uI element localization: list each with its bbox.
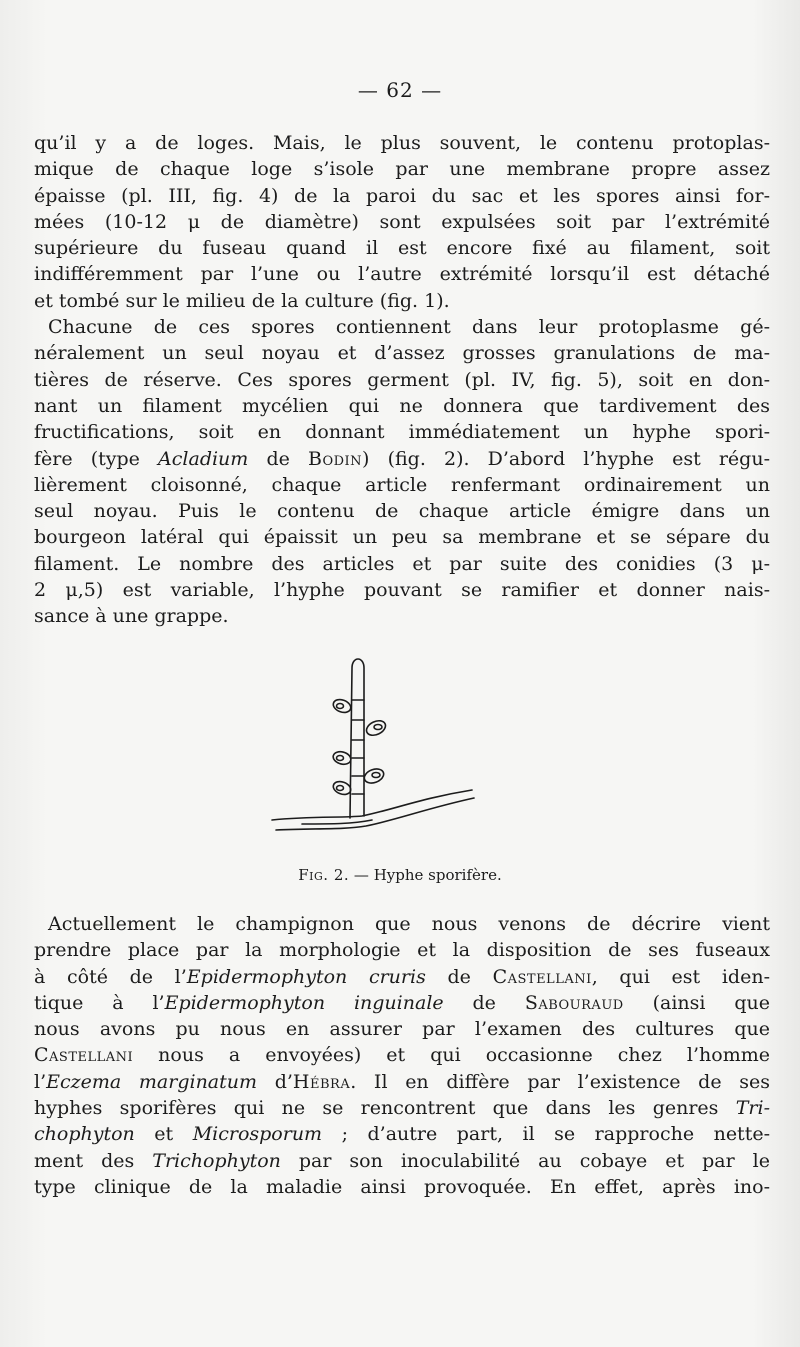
text-line: bourgeon latéral qui épaissit un peu sa membrane et se sépare du	[34, 526, 770, 549]
text-line: tique à l’Epidermophyton inguinale de Sabouraud (ainsi que	[34, 991, 770, 1014]
figure-hyphe-sporifere	[262, 648, 482, 848]
text-line: seul noyau. Puis le contenu de chaque article émigre dans un	[34, 500, 770, 523]
text-line: mique de chaque loge s’isole par une membrane propre assez	[34, 158, 770, 181]
text-line: type clinique de la maladie ainsi provoquée. En effet, après ino-	[34, 1175, 770, 1198]
text-line: fructifications, soit en donnant immédiatement un hyphe spori-	[34, 421, 770, 444]
text-line: supérieure du fuseau quand il est encore fixé au filament, soit	[34, 237, 770, 260]
text-line: qu’il y a de loges. Mais, le plus souvent, le contenu protoplas-	[34, 132, 770, 154]
page-number: — 62 —	[357, 78, 443, 102]
text-line: mées (10-12 μ de diamètre) sont expulsées soit par l’extrémité	[34, 210, 770, 233]
text-line: ment des Trichophyton par son inoculabilité au cobaye et par le	[34, 1149, 770, 1172]
text-line: fère (type Acladium de Bodin) (fig. 2). D’abord l’hyphe est régu-	[34, 447, 770, 470]
text-line: Castellani nous a envoyées) et qui occasionne chez l’homme	[34, 1044, 770, 1067]
text-line: et tombé sur le milieu de la culture (fig. 1).	[34, 289, 450, 312]
hyphe-illustration	[262, 648, 482, 848]
text-line: épaisse (pl. III, fig. 4) de la paroi du sac et les spores ainsi for-	[34, 184, 770, 207]
text-line: sance à une grappe.	[34, 605, 229, 628]
text-line: Actuellement le champignon que nous venons de décrire vient	[48, 913, 770, 935]
text-line: tières de réserve. Ces spores germent (pl. IV, fig. 5), soit en don-	[34, 368, 770, 391]
text-line: Chacune de ces spores contiennent dans leur protoplasme gé-	[48, 316, 770, 339]
figure-caption: Fig. 2. — Hyphe sporifère.	[298, 866, 502, 884]
text-line: chophyton et Microsporum ; d’autre part, il se rapproche nette-	[34, 1123, 770, 1146]
text-line: à côté de l’Epidermophyton cruris de Castellani, qui est iden-	[34, 965, 770, 988]
body-text-top	[34, 130, 770, 630]
text-line: néralement un seul noyau et d’assez grosses granulations de ma-	[34, 342, 770, 365]
text-line: indifféremment par l’une ou l’autre extrémité lorsqu’il est détaché	[34, 263, 770, 286]
text-line: hyphes sporifères qui ne se rencontrent que dans les genres Tri-	[34, 1097, 770, 1120]
text-line: filament. Le nombre des articles et par suite des conidies (3 μ-	[34, 552, 770, 575]
text-line: lièrement cloisonné, chaque article renfermant ordinairement un	[34, 473, 770, 496]
text-line: 2 μ,5) est variable, l’hyphe pouvant se ramifier et donner nais-	[34, 579, 770, 602]
text-line: l’Eczema marginatum d’Hébra. Il en diffère par l’existence de ses	[34, 1070, 770, 1093]
body-text-bottom	[34, 911, 770, 1200]
text-line: nant un filament mycélien qui ne donnera que tardivement des	[34, 394, 770, 417]
text-line: nous avons pu nous en assurer par l’examen des cultures que	[34, 1018, 770, 1041]
text-line: prendre place par la morphologie et la disposition de ses fuseaux	[34, 939, 770, 962]
